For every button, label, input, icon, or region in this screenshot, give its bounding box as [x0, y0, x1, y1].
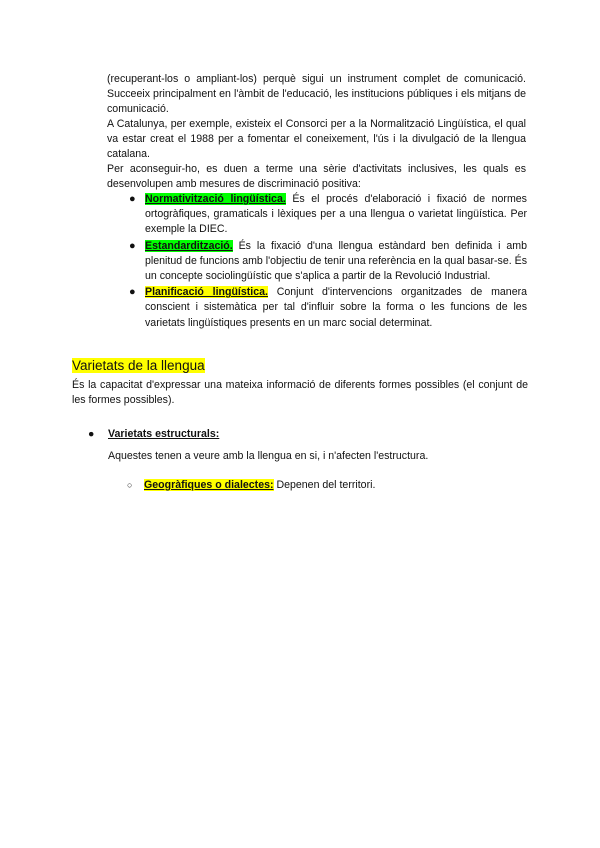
geographic-text: Depenen del territori. [273, 479, 376, 491]
paragraph-activities: Per aconseguir-ho, es duen a terme una sèrie d'activitats inclusives, les quals es desenvolupen amb mesures de discriminació positiva: [107, 163, 526, 191]
circle-bullet-icon: ○ [127, 480, 133, 490]
structural-description: Aquestes tenen a veure amb la llengua en si, i n'afecten l'estructura. [108, 450, 429, 462]
list-item [107, 285, 527, 331]
term-estandarditzacio: Estandardització. [145, 239, 233, 252]
term-planificacio: Planificació lingüística. [145, 286, 268, 299]
bullet-icon: ● [88, 428, 95, 440]
list-item [107, 192, 527, 238]
section-heading: Varietats de la llengua [72, 358, 205, 373]
bullet-icon: ● [129, 193, 136, 205]
bullet-icon: ● [129, 239, 136, 252]
definition-text: És el procés d'elaboració i fixació de normes ortogràfiques, gramaticals i lèxiques per a una llengua o varietat lingüística. Per exemple la DIEC. [145, 193, 527, 236]
paragraph-catalunya: A Catalunya, per exemple, existeix el Consorci per a la Normalització Lingüística, el qual va estar creat el 1988 per a fomentar el coneixement, l'ús i la divulgació de la llengua catalana. [107, 118, 526, 161]
term-normativitzacio: Normativització lingüística. [145, 193, 286, 205]
section-intro: És la capacitat d'expressar una mateixa informació de diferents formes possibles (el conjunt de les formes possibles). [72, 379, 528, 407]
definition-text: És la fixació d'una llengua estàndard ben definida i amb plenitud de funcions amb l'objectiu de tenir una referència en la qual basar-se. És un concepte sociolingüístic que s'aplica a partir de la Revolució Industrial. [145, 239, 527, 283]
paragraph-continuation: (recuperant-los o ampliant-los) perquè sigui un instrument complet de comunicació. Succeeix principalment en l'àmbit de l'educació, les institucions públiques i els mitjans de comunicació. [107, 73, 526, 116]
activities-list [107, 192, 527, 332]
list-item-geographic [127, 478, 375, 493]
list-item-structural [88, 427, 219, 442]
structural-label: Varietats estructurals: [108, 428, 220, 440]
bullet-icon: ● [129, 286, 136, 299]
geographic-label: Geogràfiques o dialectes: [144, 479, 274, 491]
definition-text: Conjunt d'intervencions organitzades de manera conscient i sistemàtica per tal d'influir sobre la forma o les funcions de les varietats lingüístiques presents en un marc social determinat. [145, 286, 528, 329]
list-item [107, 239, 527, 285]
